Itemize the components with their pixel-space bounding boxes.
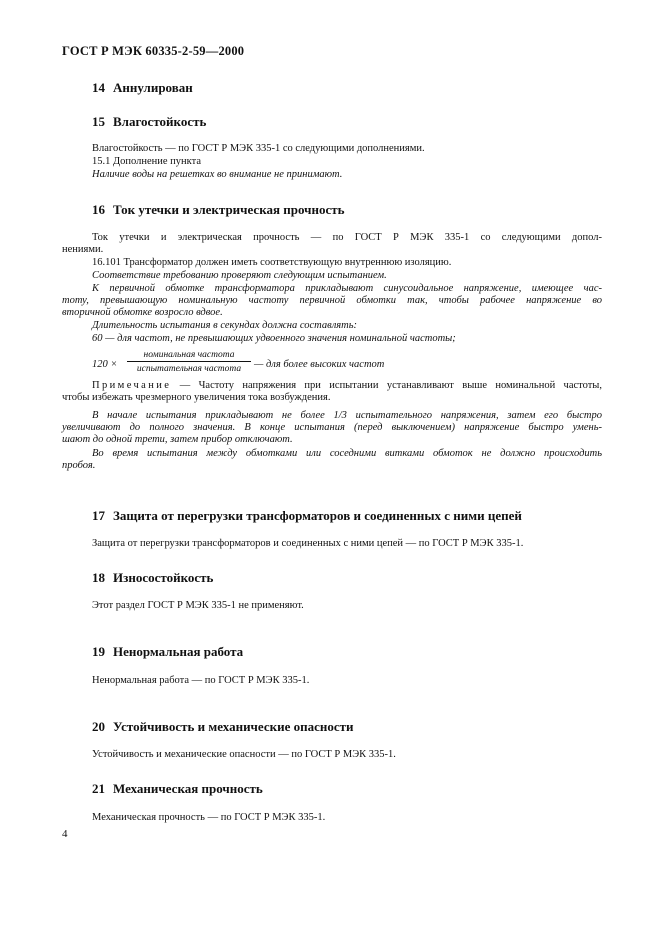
section-title: Защита от перегрузки трансформаторов и соединенных с ними цепей: [113, 508, 522, 523]
section-title: Механическая прочность: [113, 781, 263, 796]
section-18-heading: [92, 570, 213, 586]
formula-denominator: испытательная частота: [136, 364, 242, 374]
section-19-heading: [92, 644, 243, 660]
paragraph: вторичной обмотке возросло вдвое.: [62, 307, 223, 318]
document-code: ГОСТ Р МЭК 60335-2-59—2000: [62, 44, 245, 58]
formula-condition: — для более высоких частот: [254, 359, 385, 370]
section-number: 19: [92, 644, 105, 659]
section-number: 14: [92, 80, 105, 95]
paragraph: нениями.: [62, 244, 104, 255]
note: [92, 380, 602, 392]
paragraph: Ненормальная работа — по ГОСТ Р МЭК 335-1.: [92, 675, 310, 686]
page-number: 4: [62, 828, 68, 840]
note-text: — Частоту напряжения при испытании устанавливают выше номинальной частоты,: [179, 380, 602, 391]
paragraph: Наличие воды на решетках во внимание не принимают.: [92, 169, 343, 180]
paragraph: Ток утечки и электрическая прочность — по ГОСТ Р МЭК 335-1 со следующими допол-: [92, 232, 602, 243]
paragraph: 15.1 Дополнение пункта: [92, 156, 202, 167]
paragraph: Защита от перегрузки трансформаторов и соединенных с ними цепей — по ГОСТ Р МЭК 335-1.: [92, 538, 524, 549]
paragraph: Во время испытания между обмотками или соседними витками обмоток не должно происходить: [92, 448, 602, 459]
paragraph: Соответствие требованию проверяют следующим испытанием.: [92, 270, 387, 281]
section-number: 17: [92, 508, 105, 523]
section-number: 16: [92, 202, 105, 217]
paragraph: увеличивают до полного значения. В конце испытания (перед выключением) напряжение быстро умень-: [62, 422, 602, 433]
section-title: Устойчивость и механические опасности: [113, 719, 354, 734]
section-number: 20: [92, 719, 105, 734]
note-continuation: чтобы избежать чрезмерного увеличения тока возбуждения.: [62, 392, 331, 403]
section-title: Аннулирован: [113, 80, 193, 95]
paragraph: 16.101 Трансформатор должен иметь соответствующую внутреннюю изоляцию.: [92, 257, 452, 268]
section-number: 18: [92, 570, 105, 585]
paragraph: Устойчивость и механические опасности — по ГОСТ Р МЭК 335-1.: [92, 749, 396, 760]
paragraph: Этот раздел ГОСТ Р МЭК 335-1 не применяют.: [92, 600, 304, 611]
paragraph: В начале испытания прикладывают не более 1/3 испытательного напряжения, затем его быстро: [92, 410, 602, 421]
formula-fraction: [127, 350, 251, 374]
paragraph: тоту, превышающую номинальную частоту первичной обмотки так, чтобы рабочее напряжение во: [62, 295, 602, 306]
paragraph: Механическая прочность — по ГОСТ Р МЭК 335-1.: [92, 812, 326, 823]
section-number: 21: [92, 781, 105, 796]
formula-coefficient: 120 ×: [92, 359, 118, 370]
section-21-heading: [92, 781, 263, 797]
formula-numerator: номинальная частота: [127, 350, 251, 362]
section-20-heading: [92, 719, 354, 735]
paragraph: пробоя.: [62, 460, 96, 471]
section-15-heading: [92, 114, 206, 130]
section-title: Ток утечки и электрическая прочность: [113, 202, 345, 217]
section-17-heading: [92, 508, 522, 524]
section-title: Ненормальная работа: [113, 644, 244, 659]
section-title: Износостойкость: [113, 570, 214, 585]
paragraph: Влагостойкость — по ГОСТ Р МЭК 335-1 со следующими дополнениями.: [92, 143, 425, 154]
note-label: Примечание: [92, 380, 172, 391]
paragraph: 60 — для частот, не превышающих удвоенного значения номинальной частоты;: [92, 333, 456, 344]
section-16-heading: [92, 202, 345, 218]
section-title: Влагостойкость: [113, 114, 207, 129]
paragraph: шают до одной трети, затем прибор отключают.: [62, 434, 293, 445]
paragraph: К первичной обмотке трансформатора прикладывают синусоидальное напряжение, имеющее час-: [92, 283, 602, 294]
test-duration-formula: [92, 344, 512, 380]
paragraph: Длительность испытания в секундах должна составлять:: [92, 320, 358, 331]
section-14-heading: [92, 80, 193, 96]
section-number: 15: [92, 114, 105, 129]
